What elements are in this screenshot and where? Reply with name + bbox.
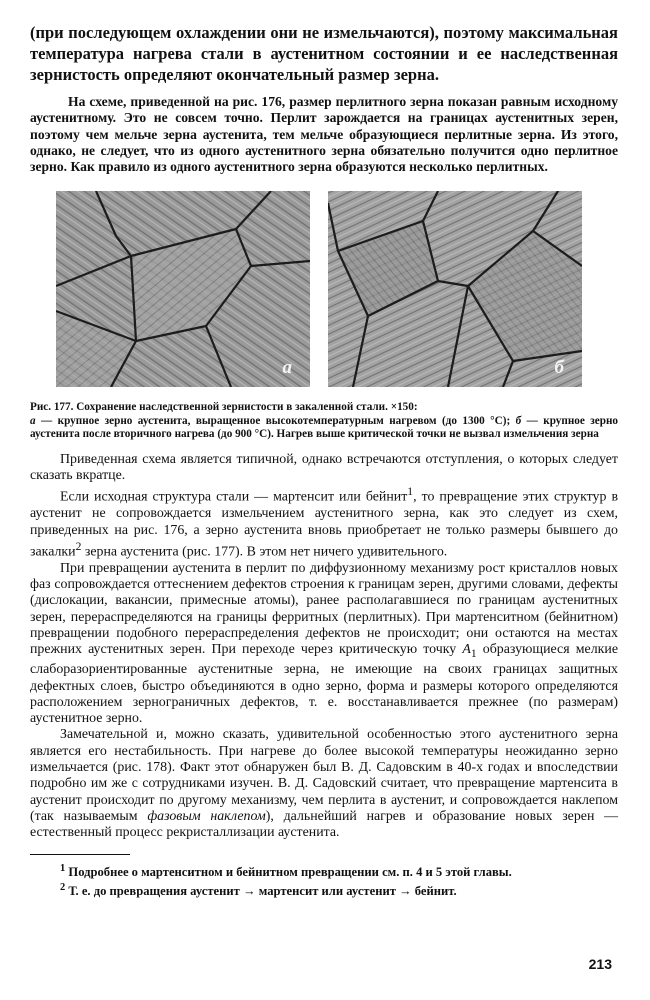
paragraph-1: Приведенная схема является типичной, однако встречаются отступления, о которых следует сказать вкратце. xyxy=(30,451,618,483)
footnote-ref-2: 2 xyxy=(75,539,82,553)
paragraph-2 xyxy=(30,484,618,560)
paragraph-3-part-a: При превращении аустенита в перлит по диффузионному механизму рост кристаллов новых фаз сопровождается оттеснением дефектов строения к границам зерен, другими словами, дефекты (дислокации, вакансии, примесные атомы), ранее располагавшиеся по границам аустенитных зерен, перераспределяются на границы ферритных (перлитных). При мартенситном (бейнитном) превращении подобного перераспределения дефектов не происходит; они остаются на местах прежних аустенитных зерен. При переходе через критическую точку xyxy=(30,560,618,658)
figure-177 xyxy=(30,191,618,391)
paragraph-4 xyxy=(30,727,618,841)
paragraph-3 xyxy=(30,561,618,728)
footnote-divider xyxy=(30,854,130,855)
caption-title: Рис. 177. Сохранение наследственной зернистости в закаленной стали. ×150: xyxy=(30,401,418,414)
paragraph-2-part-a: Если исходная структура стали — мартенсит или бейнит xyxy=(60,489,408,505)
caption-a-text: — крупное зерно аустенита, выращенное высокотемпературным нагревом (до 1300 °C); xyxy=(35,414,516,427)
body-text xyxy=(30,452,618,842)
micrograph-b-image xyxy=(328,191,582,387)
figure-label-b: б xyxy=(554,357,564,379)
intro-paragraph: На схеме, приведенной на рис. 176, размер перлитного зерна показан равным исходному аустенитному. Это не совсем точно. Перлит зарождается на границах аустенитных зерен, поэтому чем мельче зерна аустенита, тем мельче образующиеся перлитные зерна. Из этого, однако, не следует, что из одного аустенитного зерна обязательно получится одно перлитное зерно. Как правило из одного аустенитного зерна образуются несколько перлитных. xyxy=(30,94,618,175)
figure-label-a: а xyxy=(282,357,292,379)
footnote-2 xyxy=(30,880,618,900)
caption-b-text: — крупное зерно аустенита после вторичного нагрева (до 900 °C). Нагрев выше критической точки не вызвал измельчения зерна xyxy=(30,414,618,441)
footnote-1 xyxy=(30,861,618,881)
paragraph-4-part-b: ), дальнейший нагрев и образование новых зерен — естественный процесс рекристаллизации аустенита. xyxy=(30,808,619,841)
micrograph-b xyxy=(328,191,582,387)
footnote-ref-1: 1 xyxy=(407,485,414,499)
footnote-1-number: 1 xyxy=(60,862,66,874)
phase-hardening-term: фазовым наклепом xyxy=(147,808,266,824)
footnote-1-text: Подробнее о мартенситном и бейнитном превращении см. п. 4 и 5 этой главы. xyxy=(65,864,512,879)
caption-b-letter: б xyxy=(515,414,522,427)
paragraph-2-part-b: , то превращение этих структур в аустенит не сопровождается измельчением аустенитного зерна, как это следует из схем, приведенных на рис. 176, а зерно аустенита вновь приобретает не только размеры бывшего до закалки xyxy=(30,489,618,560)
footnote-2-number: 2 xyxy=(60,882,66,894)
figure-caption xyxy=(30,401,618,441)
page-number: 213 xyxy=(588,956,612,972)
micrograph-a xyxy=(56,191,310,387)
caption-a-letter: а xyxy=(30,414,36,427)
footnote-2-text: Т. е. до превращения аустенит → мартенсит или аустенит → бейнит. xyxy=(65,884,457,899)
paragraph-3-part-b: образующиеся мелкие слаборазориентированные аустенитные зерна, не имеющие на своих границах защитных дефектных слоев, быстро объединяются в одно зерно, форма и размеры которого определяются расположением зернограничных дефектов, т. е. восстанавливается прежнее (по размерам) аустенитное зерно. xyxy=(30,642,618,727)
paragraph-2-part-c: зерна аустенита (рис. 177). В этом нет ничего удивительного. xyxy=(81,544,448,560)
critical-point-subscript: 1 xyxy=(470,647,477,660)
page xyxy=(30,22,618,900)
lead-paragraph: (при последующем охлаждении они не измельчаются), поэтому максимальная температура нагрева стали в аустенитном состоянии и ее наследственная зернистость определяют окончательный размер зерна. xyxy=(30,23,618,84)
critical-point-symbol: A xyxy=(462,642,471,658)
micrograph-a-image xyxy=(56,191,310,387)
paragraph-4-part-a: Замечательной и, можно сказать, удивительной особенностью этого аустенитного зерна является его нестабильность. При нагреве до более высокой температуры неожиданно зерно измельчается (рис. 178). Факт этот обнаружен был В. Д. Садовским в 40-х годах и впоследствии подробно им же с сотрудниками изучен. В. Д. Садовский считает, что превращение мартенсита в аустенит происходит по другому механизму, чем перлита в аустенит, и сопровождается наклепом (так называемым xyxy=(30,727,618,824)
